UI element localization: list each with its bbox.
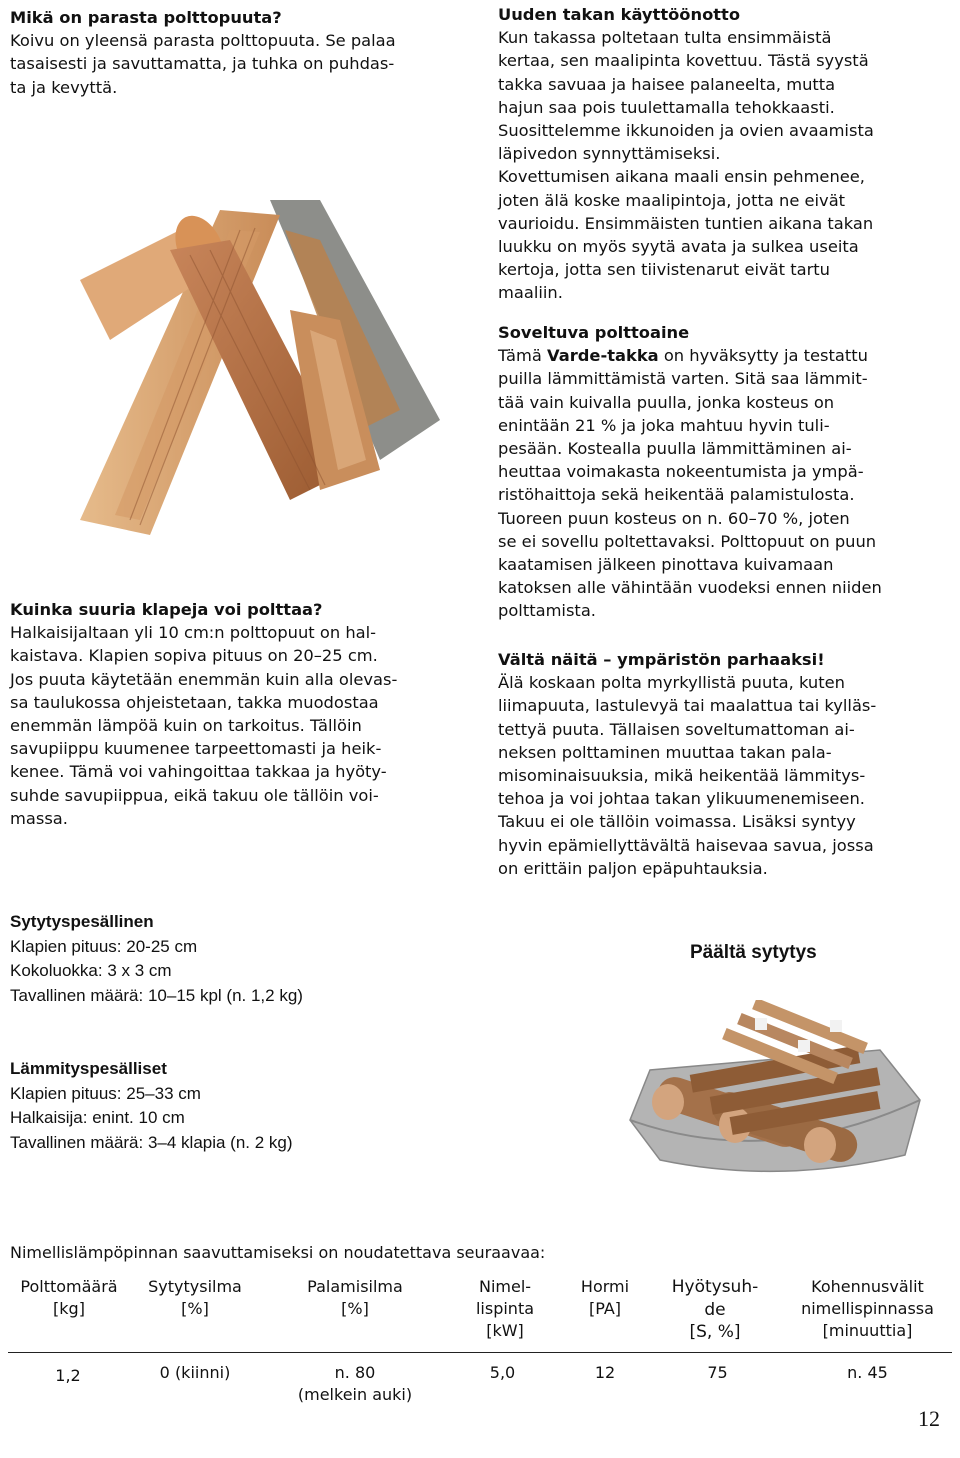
- body-line: katoksen alle vähintään vuodeksi ennen niiden: [498, 578, 882, 598]
- body-line: Tämä Varde-takka on hyväksytty ja testattu: [498, 346, 868, 366]
- table-cell: n. 45: [847, 1363, 888, 1382]
- body-line: Älä koskaan polta myrkyllistä puuta, kuten: [498, 673, 845, 693]
- body-line: Suosittelemme ikkunoiden ja ovien avaamista: [498, 121, 874, 141]
- table-header: Palamisilma [%]: [307, 1277, 403, 1318]
- body-line: Kokoluokka: 3 x 3 cm: [10, 961, 172, 981]
- body-line: Klapien pituus: 25–33 cm: [10, 1083, 201, 1103]
- body-line: Halkaisija: enint. 10 cm: [10, 1108, 185, 1128]
- product-name: Varde-takka: [547, 346, 659, 366]
- body-line: hajun saa pois tuulettamalla tehokkaasti.: [498, 97, 835, 117]
- body-line: Takuu ei ole tällöin voimassa. Lisäksi syntyy: [498, 812, 856, 832]
- body-line: luukku on myös syytä avata ja sulkea useita: [498, 237, 859, 257]
- section-heading: Soveltuva polttoaine: [498, 323, 690, 342]
- table-header: Polttomäärä [kg]: [20, 1277, 118, 1318]
- body-line: kertaa, sen maalipinta kovettuu. Tästä syystä: [498, 51, 869, 71]
- figure-caption: Päältä sytytys: [690, 942, 817, 963]
- body-line: Kovettumisen aikana maali ensin pehmenee,: [498, 167, 865, 187]
- section-heading: Sytytyspesällinen: [10, 912, 154, 931]
- body-line: savupiippu kuumenee tarpeettomasti ja heik-: [10, 739, 382, 759]
- body-line: Klapien pituus: 20-25 cm: [10, 936, 198, 956]
- body-line: Tavallinen määrä: 10–15 kpl (n. 1,2 kg): [10, 985, 303, 1005]
- section-heading: Kuinka suuria klapeja voi polttaa?: [10, 600, 323, 619]
- body-line: maaliin.: [498, 283, 563, 303]
- body-line: enemmän lämpöä kuin on tarkoitus. Tällöin: [10, 716, 362, 736]
- body-line: liimapuuta, lastulevyä tai maalattua tai kylläs-: [498, 696, 877, 716]
- body-line: polttamista.: [498, 601, 596, 621]
- body-line: kaatamisen jälkeen pinottava kuivamaan: [498, 555, 834, 575]
- table-header: Nimel- lispinta [kW]: [475, 1277, 535, 1340]
- section-heading: Uuden takan käyttöönotto: [498, 5, 741, 24]
- body-line: se ei sovellu poltettavaksi. Polttopuut on puun: [498, 531, 877, 551]
- table-cell: 5,0: [489, 1363, 516, 1382]
- body-line: Jos puuta käytetään enemmän kuin alla olevas-: [10, 669, 398, 689]
- table-intro: Nimellislämpöpinnan saavuttamiseksi on noudatettava seuraavaa:: [10, 1243, 546, 1262]
- section-avoid: [498, 648, 953, 880]
- section-best-firewood: [10, 6, 480, 99]
- top-down-lighting-figure: [620, 1000, 930, 1190]
- table-header: Hyötysuh- de [S, %]: [671, 1277, 759, 1342]
- body-line: kenee. Tämä voi vahingoittaa takkaa ja hyöty-: [10, 762, 387, 782]
- body-line: misominaisuuksia, mikä heikentää lämmitys-: [498, 766, 866, 786]
- body-line: tettyä puuta. Tällaisen soveltumattoman ai-: [498, 719, 855, 739]
- body-line: Tuoreen puun kosteus on n. 60–70 %, joten: [498, 508, 850, 528]
- section-heading: Lämmityspesälliset: [10, 1059, 167, 1078]
- section-log-size: [10, 598, 480, 830]
- body-line: neksen polttaminen muuttaa takan pala-: [498, 742, 832, 762]
- body-line: läpivedon synnyttämiseksi.: [498, 144, 721, 164]
- section-kindling-load: [10, 910, 480, 1008]
- table-cell: 75: [707, 1363, 728, 1382]
- table-cell: 0 (kiinni): [159, 1363, 231, 1382]
- body-line: kertoja, jotta sen tiivistenarut eivät tartu: [498, 260, 830, 280]
- body-line: kaistava. Klapien sopiva pituus on 20–25 cm.: [10, 646, 378, 666]
- body-line: tää vain kuivalla puulla, jonka kosteus on: [498, 392, 835, 412]
- body-line: Kun takassa poltetaan tulta ensimmäistä: [498, 28, 832, 48]
- body-line: ristöhaittoja sekä heikentää palamistulosta.: [498, 485, 855, 505]
- body-line: enintään 21 % ja joka mahtuu hyvin tuli-: [498, 415, 830, 435]
- table-header: Kohennusvälit nimellispinnassa [minuuttia]: [801, 1277, 934, 1340]
- table-header: Hormi [PA]: [580, 1277, 630, 1318]
- body-line: massa.: [10, 808, 68, 828]
- body-line: suhde savupiippua, eikä takuu ole tällöin voi-: [10, 785, 379, 805]
- body-line: Tavallinen määrä: 3–4 klapia (n. 2 kg): [10, 1132, 293, 1152]
- table-rule: [8, 1352, 952, 1353]
- page-number: 12: [918, 1406, 940, 1431]
- table-cell: 12: [594, 1363, 616, 1382]
- table-header: Sytytysilma [%]: [148, 1277, 242, 1318]
- body-line: tasaisesti ja savuttamatta, ja tuhka on puhdas-: [10, 54, 395, 74]
- body-line: pesään. Kostealla puulla lämmittäminen ai-: [498, 439, 852, 459]
- section-suitable-fuel: [498, 321, 953, 623]
- body-line: vaurioidu. Ensimmäisten tuntien aikana takan: [498, 213, 874, 233]
- section-heading: Mikä on parasta polttopuuta?: [10, 8, 282, 27]
- body-line: hyvin epämiellyttävältä haisevaa savua, jossa: [498, 835, 874, 855]
- body-line: Halkaisijaltaan yli 10 cm:n polttopuut on hal-: [10, 623, 377, 643]
- body-line: ta ja kevyttä.: [10, 77, 118, 97]
- table-cell: n. 80 (melkein auki): [297, 1363, 413, 1404]
- body-line: on erittäin paljon epäpuhtauksia.: [498, 858, 768, 878]
- body-line: puilla lämmittämistä varten. Sitä saa lämmit-: [498, 369, 868, 389]
- body-line: heuttaa voimakasta nokeentumista ja ympä-: [498, 462, 864, 482]
- firewood-photo: [20, 170, 460, 570]
- body-line: tehoa ja voi johtaa takan ylikuumenemiseen.: [498, 789, 865, 809]
- section-first-use: [498, 3, 953, 305]
- body-line: joten älä koske maalipintoja, jotta ne eivät: [498, 190, 846, 210]
- section-heating-loads: [10, 1057, 480, 1155]
- body-line: Koivu on yleensä parasta polttopuuta. Se palaa: [10, 31, 396, 51]
- body-line: takka savuaa ja haisee palaneelta, mutta: [498, 74, 836, 94]
- body-line: sa taulukossa ohjeistetaan, takka muodostaa: [10, 692, 379, 712]
- table-cell: 1,2: [55, 1366, 81, 1385]
- section-heading: Vältä näitä – ympäristön parhaaksi!: [498, 650, 825, 669]
